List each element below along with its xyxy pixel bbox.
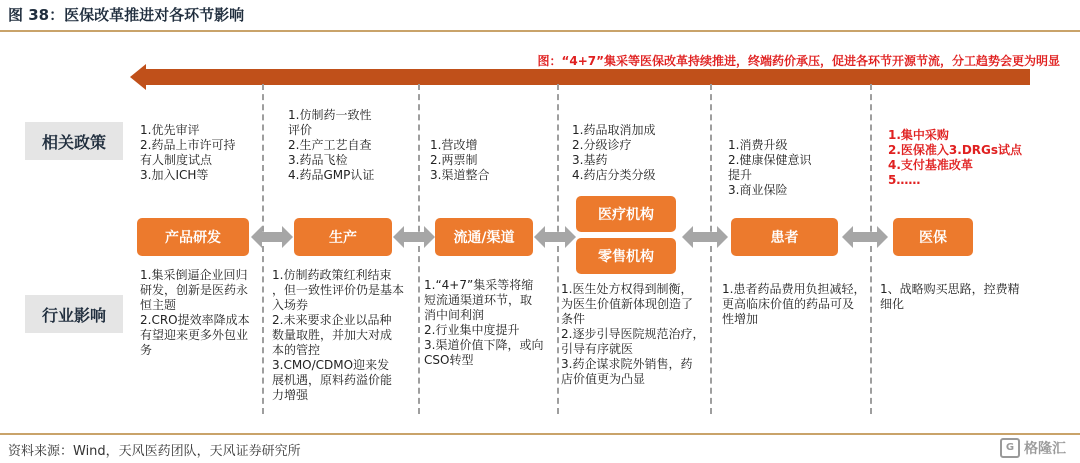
watermark-text: 格隆汇: [1024, 441, 1066, 457]
column-divider: [557, 84, 559, 414]
node-retail-institution: 零售机构: [576, 238, 676, 274]
policy-rnd: 1.优先审评 2.药品上市许可持 有人制度试点 3.加入ICH等: [140, 123, 236, 182]
double-arrow-icon: [534, 226, 576, 248]
double-arrow-icon: [393, 226, 435, 248]
gelonghui-logo-icon: G: [1000, 438, 1020, 458]
node-rnd: 产品研发: [137, 218, 249, 256]
column-divider: [710, 84, 712, 414]
policy-medical-retail: 1.药品取消加成 2.分级诊疗 3.基药 4.药店分类分级: [572, 123, 656, 182]
policy-medical-insurance: 1.集中采购 2.医保准入3.DRGs试点 4.支付基准改革 5……: [888, 128, 1023, 187]
column-divider: [418, 84, 420, 414]
impact-rnd: 1.集采倒逼企业回归 研发，创新是医药永 恒主题 2.CRO提效率降成本 有望迎来更多外包业 务: [140, 268, 250, 357]
figure-title: 图 38：医保改革推进对各环节影响: [8, 6, 245, 24]
column-divider: [870, 84, 872, 414]
impact-medical-insurance: 1、战略购买思路，控费精 细化: [880, 282, 1020, 311]
column-divider: [262, 84, 264, 414]
double-arrow-icon: [682, 226, 728, 248]
impact-medical-retail: 1.医生处方权得到制衡， 为医生价值新体现创造了 条件 2.逐步引导医院规范治疗， 引导有序就医 3.药企谋求院外销售，药 店价值更为凸显: [561, 282, 705, 386]
policy-patient: 1.消费升级 2.健康保健意识 提升 3.商业保险: [728, 138, 812, 197]
watermark: [1000, 438, 1066, 458]
row-label-impact: 行业影响: [25, 295, 123, 333]
impact-distribution: 1.“4+7”集采等将缩 短流通渠道环节，取 消中间利润 2.行业集中度提升 3.渠道价值下降，或向 CSO转型: [424, 278, 544, 367]
bottom-divider: [0, 433, 1080, 435]
source-note: 资料来源：Wind，天风医药团队，天风证券研究所: [8, 444, 301, 459]
double-arrow-icon: [251, 226, 293, 248]
banner-caption: 图：“4+7”集采等医保改革持续推进，终端药价承压，促进各环节开源节流，分工趋势会更为明显: [537, 54, 1060, 68]
node-production: 生产: [294, 218, 392, 256]
policy-production: 1.仿制药一致性 评价 2.生产工艺自查 3.药品飞检 4.药品GMP认证: [288, 108, 375, 182]
row-label-policy: 相关政策: [25, 122, 123, 160]
node-patient: 患者: [731, 218, 838, 256]
node-medical-insurance: 医保: [893, 218, 973, 256]
impact-patient: 1.患者药品费用负担减轻， 更高临床价值的药品可及 性增加: [722, 282, 866, 326]
node-medical-institution: 医疗机构: [576, 196, 676, 232]
policy-distribution: 1.营改增 2.两票制 3.渠道整合: [430, 138, 490, 182]
double-arrow-icon: [842, 226, 888, 248]
impact-production: 1.仿制药政策红利结束 ，但一致性评价仍是基本 入场券 2.未来要求企业以品种 数量取胜，并加大对成 本的管控 3.CMO/CDMO迎来发 展机遇，原料药溢价能 力增强: [272, 268, 405, 402]
top-divider: [0, 30, 1080, 32]
node-distribution: 流通/渠道: [435, 218, 533, 256]
